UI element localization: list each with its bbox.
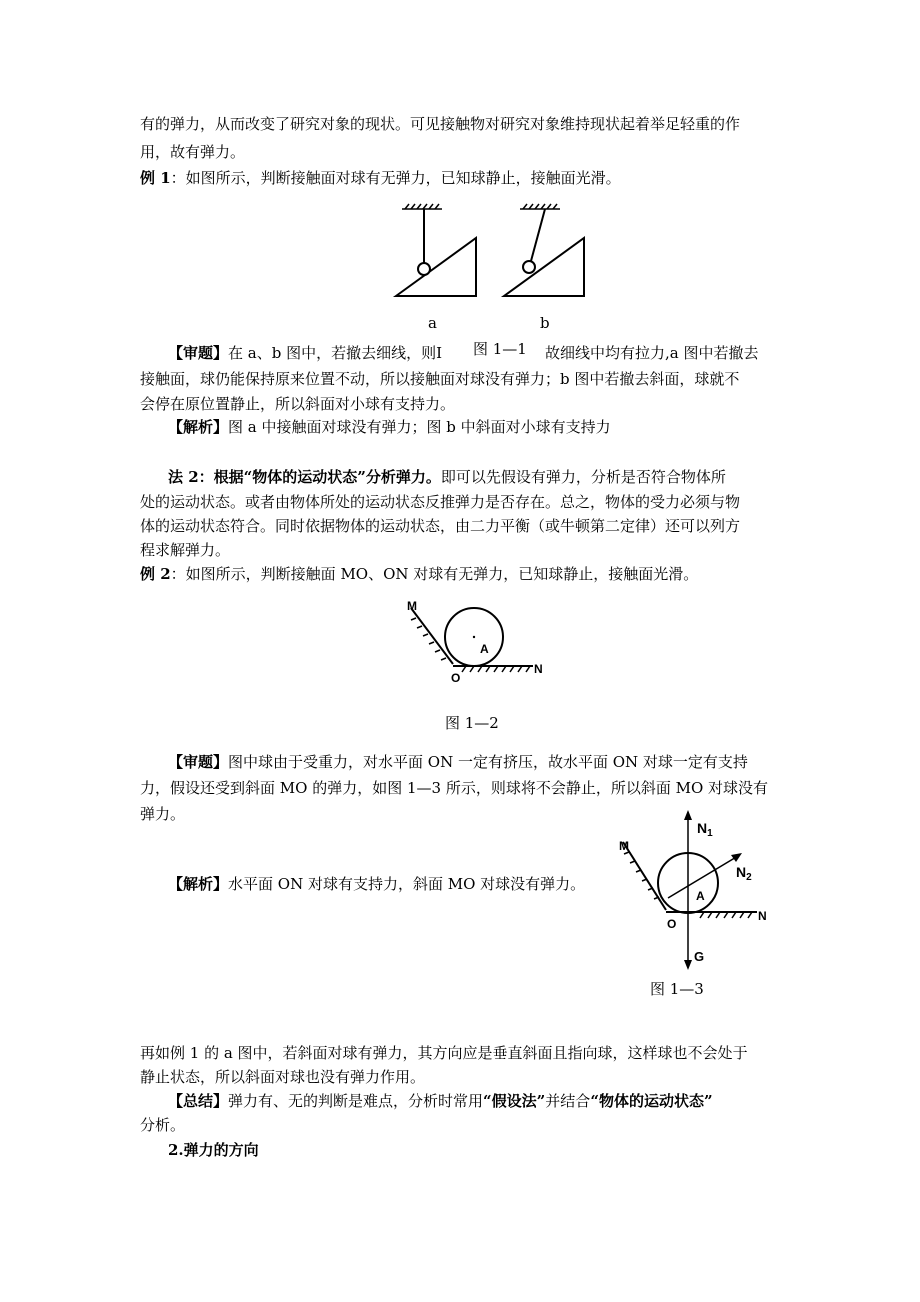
jiexi-line xyxy=(168,874,585,894)
label-N2: $N_2$ xyxy=(736,864,752,883)
label-O: O xyxy=(451,671,461,685)
figure-1-1-diagram xyxy=(390,198,590,308)
arrow-G-head xyxy=(684,960,692,970)
shenti-line: 力，假设还受到斜面 MO 的弹力，如图 1—3 所示，则球将不会静止，所以斜面 MO 对球没有 xyxy=(140,779,769,797)
slope-hatch xyxy=(411,618,446,660)
figure-label-a: a xyxy=(428,314,437,332)
jiexi-text: 图 a 中接触面对球没有弹力；图 b 中斜面对小球有支持力 xyxy=(228,418,611,436)
label-N1: $N_1$ xyxy=(697,820,713,839)
example-text: ：如图所示，判断接触面对球有无弹力，已知球静止，接触面光滑。 xyxy=(170,169,621,187)
method-2-text: 即可以先假设有弹力，分析是否符合物体所 xyxy=(440,468,726,486)
method-2-line xyxy=(168,467,726,487)
shenti-tag: 【审题】 xyxy=(168,753,229,771)
jiexi-tag: 【解析】 xyxy=(168,418,229,436)
shenti-line xyxy=(168,752,748,772)
section-heading: 2.弹力的方向 xyxy=(168,1141,259,1159)
shenti-text: 在 a、b 图中，若撤去细线，则I xyxy=(228,344,443,362)
para-line: 有的弹力，从而改变了研究对象的现状。可见接触物对研究对象维持现状起着举足轻重的作 xyxy=(140,115,741,133)
figure-1-1-caption: 图 1—1 xyxy=(470,338,530,359)
summary-emph: “物体的运动状态” xyxy=(590,1092,713,1110)
method-2-line: 体的运动状态符合。同时依据物体的运动状态，由二力平衡（或牛顿第二定律）还可以列方 xyxy=(140,517,741,535)
label-N: N xyxy=(534,662,543,676)
shenti-line xyxy=(168,343,442,363)
label-O: O xyxy=(667,917,677,931)
ceiling-b xyxy=(520,204,560,209)
jiexi-line xyxy=(168,417,611,437)
method-2-line: 程求解弹力。 xyxy=(140,541,231,559)
incline-a xyxy=(396,238,476,296)
example-text: ：如图所示，判断接触面 MO、ON 对球有无弹力，已知球静止，接触面光滑。 xyxy=(170,565,699,583)
shenti-line: 弹力。 xyxy=(140,805,186,823)
shenti-line: 接触面，球仍能保持原来位置不动，所以接触面对球没有弹力；b 图中若撤去斜面，球就不 xyxy=(140,370,740,388)
arrow-N1-head xyxy=(684,810,692,820)
example-2-prompt xyxy=(140,564,698,584)
label-A: A xyxy=(480,642,489,656)
label-M: M xyxy=(619,839,629,853)
summary-tag: 【总结】 xyxy=(168,1092,229,1110)
figure-label-b: b xyxy=(540,314,550,332)
example-label: 例 1 xyxy=(140,169,171,187)
shenti-text-cont: 故细线中均有拉力,a 图中若撤去 xyxy=(545,344,759,362)
ball-center xyxy=(473,636,475,638)
ball-b xyxy=(523,261,535,273)
para-line: 静止状态，所以斜面对球也没有弹力作用。 xyxy=(140,1068,426,1086)
ball-a xyxy=(418,263,430,275)
method-2-line: 处的运动状态。或者由物体所处的运动状态反推弹力是否存在。总之，物体的受力必须与物 xyxy=(140,493,741,511)
incline-b xyxy=(504,238,584,296)
arrow-N2-head xyxy=(731,853,742,862)
label-N: N xyxy=(758,909,767,923)
figure-1-2-caption: 图 1—2 xyxy=(445,714,499,732)
slope-MO xyxy=(411,608,453,664)
summary-text: 弹力有、无的判断是难点，分析时常用 xyxy=(228,1092,484,1110)
ceiling-a xyxy=(402,204,442,209)
label-G: G xyxy=(694,949,705,964)
figure-1-2-diagram xyxy=(398,596,558,688)
label-M: M xyxy=(407,599,417,613)
figure-1-3-diagram xyxy=(612,806,792,972)
shenti-line: 会停在原位置静止，所以斜面对小球有支持力。 xyxy=(140,395,456,413)
label-A: A xyxy=(696,889,705,903)
jiexi-text: 水平面 ON 对球有支持力，斜面 MO 对球没有弹力。 xyxy=(228,875,586,893)
jiexi-tag: 【解析】 xyxy=(168,875,229,893)
para-line: 再如例 1 的 a 图中，若斜面对球有弹力，其方向应是垂直斜面且指向球，这样球也不会处于 xyxy=(140,1044,748,1062)
shenti-text: 图中球由于受重力，对水平面 ON 一定有挤压，故水平面 ON 对球一定有支持 xyxy=(228,753,748,771)
summary-emph: “假设法” xyxy=(483,1092,546,1110)
shenti-tag: 【审题】 xyxy=(168,344,229,362)
method-2-title: 法 2：根据“物体的运动状态”分析弹力。 xyxy=(168,468,441,486)
summary-line xyxy=(168,1091,713,1111)
summary-text: 并结合 xyxy=(545,1092,591,1110)
para-line: 用，故有弹力。 xyxy=(140,143,246,161)
example-1-prompt xyxy=(140,168,621,188)
string-b xyxy=(531,209,545,261)
figure-1-3-caption: 图 1—3 xyxy=(650,980,704,998)
example-label: 例 2 xyxy=(140,565,171,583)
para-line: 分析。 xyxy=(140,1116,186,1134)
